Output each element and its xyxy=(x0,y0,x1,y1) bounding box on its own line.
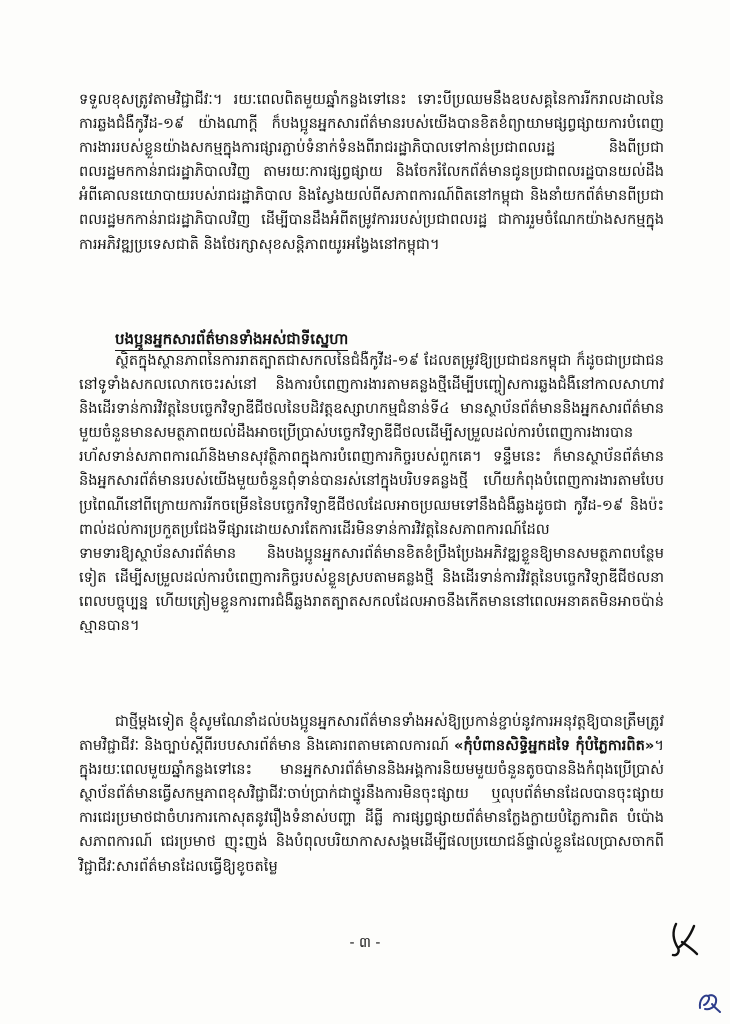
body-paragraph-3-start: ជាថ្មីម្ដងទៀត ខ្ញុំសូមណែនាំដល់បងប្អូនអ្នកសារព័ត៌មានទាំងអស់ឱ្យប្រកាន់ខ្ជាប់នូវការអនុវត្តឱ្យបានត្រឹមត្រូវតាមវិជ្ជាជីវៈ និងច្បាប់ស្ដីពីរបបសារព័ត៌មាន និងគោរពតាមគោលការណ៍ xyxy=(79,713,664,755)
initials-mark xyxy=(696,990,722,1014)
page-number: - ៣ - xyxy=(349,935,381,951)
signature-mark xyxy=(664,918,700,958)
body-paragraph-3-end: ។ ក្នុងរយៈពេលមួយឆ្នាំកន្លងទៅនេះ មានអ្នកសារព័ត៌មាននិងអង្គការនិយមមួយចំនួនតូចបាននិងកំពុងប្រើប្រាស់ស្ថាប័នព័ត៌មានធ្វើសកម្មភាពខុសវិជ្ជាជីវៈចាប់ប្រាក់ជាថ្នូរនឹងការមិនចុះផ្សាយ ឬលុបព័ត៌មានដែលបានចុះផ្សាយ ការជេរប្រមាថជាចំហរការកោសុតនូវរឿងទំនាស់បញ្ហា ដីធ្លី ការផ្សព្វផ្សាយព័ត៌មានក្លែងក្លាយបំភ្លៃការពិត បំប៉ោងសភាពការណ៍ ជេរប្រមាថ ញុះញង់ និងបំពុលបរិយាកាសសង្គមដើម្បីផលប្រយោជន៍ផ្ទាល់ខ្លួនដែលប្រាសចាកពីវិជ្ជាជីវៈសារព័ត៌មានដែលធ្វើឱ្យខូចតម្លៃ xyxy=(79,737,664,875)
body-paragraph-2-text: ស្ថិតក្នុងស្ថានភាពនៃការរាតត្បាតជាសកលនៃជំងឺកូវីដ-១៩ ដែលតម្រូវឱ្យប្រជាជនកម្ពុជា ក៏ដូចជាប្រជាជននៅទូទាំងសកលលោកចេះរស់នៅ និងការបំពេញការងារតាមគន្លងថ្មីដើម្បីបញ្ចៀសការឆ្លងជំងឺនៅកាលសាហាវ និងដើរទាន់ការវិវត្តនៃបច្ចេកវិទ្យាឌីជីថលនៃបដិវត្តឧស្សាហកម្មជំនាន់ទី៤ មានស្ថាប័នព័ត៌មាននិងអ្នកសារព័ត៌មានមួយចំនួនមានសមត្ថភាពយល់ដឹងអាចប្រើប្រាស់បច្ចេកវិទ្យាឌីជីថលដើម្បីសម្រួលដល់ការបំពេញការងារបានរហ័សទាន់សភាពការណ៍និងមានសុវត្ថិភាពក្នុងការបំពេញការកិច្ចរបស់ពួកគេ។ ទន្ទឹមនេះ ក៏មានស្ថាប័នព័ត៌មាននិងអ្នកសារព័ត៌មានរបស់យើងមួយចំនួនពុំទាន់បានរស់នៅក្នុងបរិបទគន្លងថ្មី ហើយកំពុងបំពេញការងារតាមបែបប្រពៃណីនៅពីក្រោយការរីកចម្រើននៃបច្ចេកវិទ្យាឌីជីថលដែលអាចប្រឈមទៅនឹងជំងឺឆ្លងដូចជា កូវីដ-១៩ និងប៉ះពាល់ដល់ការប្រកួតប្រជែងទីផ្សារដោយសារតែការដើរមិនទាន់ការវិវត្តនៃសភាពការណ៍ដែលទាមទារឱ្យស្ថាប័នសារព័ត៌មាន និងបងប្អូនអ្នកសារព័ត៌មានខិតខំប្រឹងប្រែងអភិវឌ្ឍខ្លួនឱ្យមានសមត្ថភាពបន្ថែមទៀត ដើម្បីសម្រួលដល់ការបំពេញការកិច្ចរបស់ខ្លួនស្របតាមគន្លងថ្មី និងដើរទាន់ការវិវត្តនៃបច្ចេកវិទ្យាឌីជីថលនាពេលបច្ចុប្បន្ន ហើយត្រៀមខ្លួនការពារជំងឺឆ្លងរាតត្បាតសកលដែលអាចនឹងកើតមាននៅពេលអនាគតមិនអាចប៉ាន់ស្មានបាន។ xyxy=(79,352,664,635)
body-paragraph-3 xyxy=(79,710,664,879)
body-paragraph-1: ទទួលខុសត្រូវតាមវិជ្ជាជីវៈ។ រយៈពេលពិតមួយឆ្នាំកន្លងទៅនេះ ទោះបីប្រឈមនឹងឧបសគ្គនៃការរីករាលដាលនៃការឆ្លងជំងឺកូវីដ-១៩ យ៉ាងណាក្ដី ក៏បងប្អូនអ្នកសារព័ត៌មានរបស់យើងបានខិតខំព្យាយាមផ្សព្វផ្សាយការបំពេញការងាររបស់ខ្លួនយ៉ាងសកម្មក្នុងការផ្សារភ្ជាប់ទំនាក់ទំនងពីរាជរដ្ឋាភិបាលទៅកាន់ប្រជាពលរដ្ឋ និងពីប្រជាពលរដ្ឋមកកាន់រាជរដ្ឋាភិបាលវិញ តាមរយៈការផ្សព្វផ្សាយ និងចែករំលែកព័ត៌មានជូនប្រជាពលរដ្ឋបានយល់ដឹងអំពីគោលនយោបាយរបស់រាជរដ្ឋាភិបាល និងស្វែងយល់ពីសភាពការណ៍ពិតនៅកម្ពុជា និងនាំយកព័ត៌មានពីប្រជាពលរដ្ឋមកកាន់រាជរដ្ឋាភិបាលវិញ ដើម្បីបានដឹងអំពីតម្រូវការរបស់ប្រជាពលរដ្ឋ ជាការរួមចំណែកយ៉ាងសកម្មក្នុងការអភិវឌ្ឍប្រទេសជាតិ និងថែរក្សាសុខសន្តិភាពយូរអង្វែងនៅកម្ពុជា។ xyxy=(79,91,664,253)
body-paragraph-2 xyxy=(79,349,664,638)
section-heading: បងប្អូនអ្នកសារព័ត៌មានទាំងអស់ជាទីស្នេហា xyxy=(115,328,348,351)
principle-quote: «កុំបំពានសិទ្ធិអ្នកដទៃ កុំបំភ្លៃការពិត» xyxy=(454,737,655,755)
